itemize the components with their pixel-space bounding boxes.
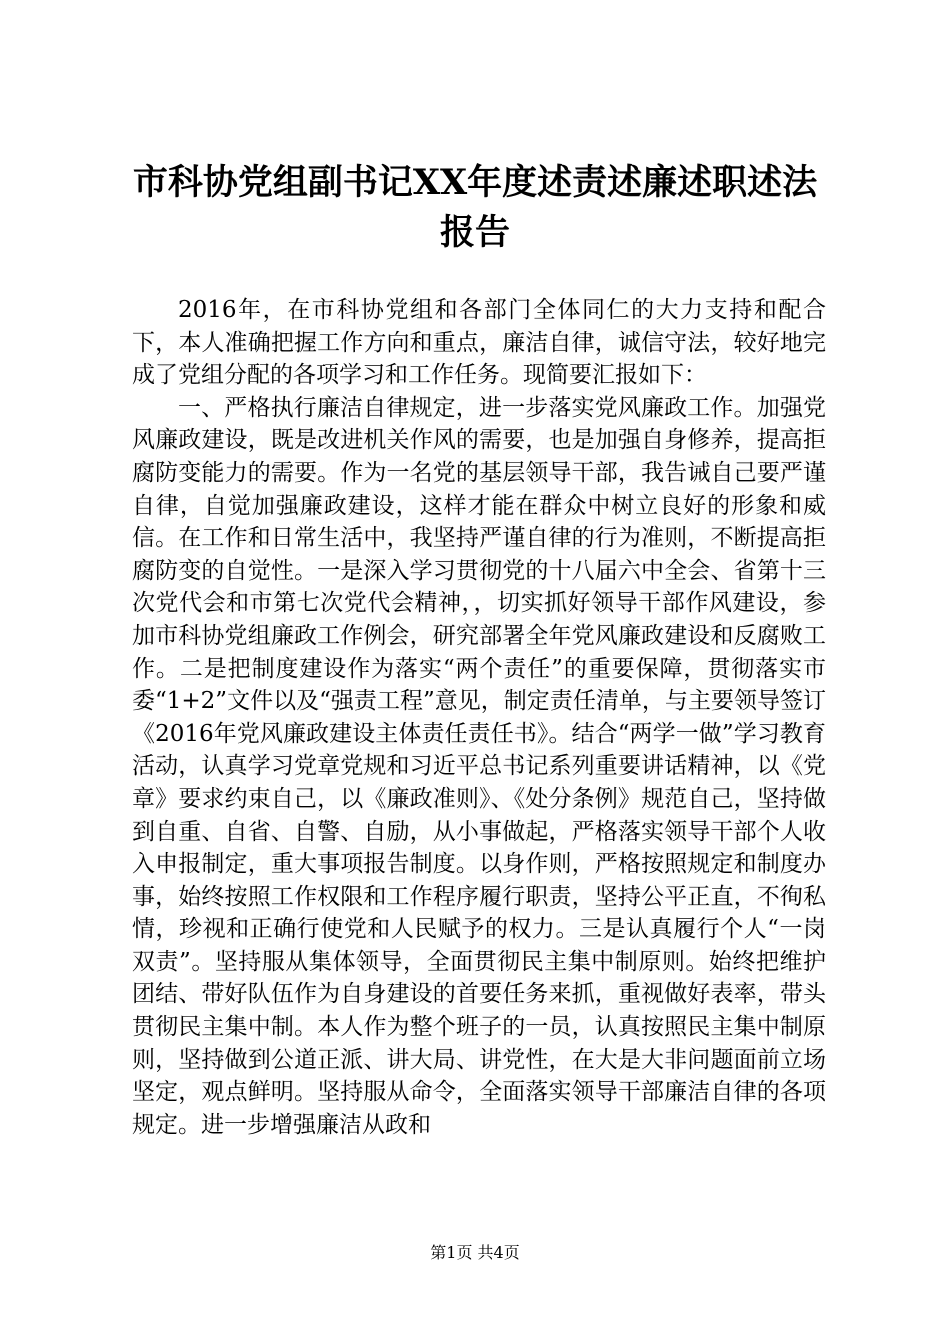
document-body	[132, 294, 826, 1141]
page-number-footer: 第1页 共4页	[430, 1243, 520, 1262]
paragraph-section-one: 一、严格执行廉洁自律规定，进一步落实党风廉政工作。加强党风廉政建设，既是改进机关作风的需要，也是加强自身修养，提高拒腐防变能力的需要。作为一名党的基层领导干部，我告诫自己要严谨自律，自觉加强廉政建设，这样才能在群众中树立良好的形象和威信。在工作和日常生活中，我坚持严谨自律的行为准则，不断提高拒腐防变的自觉性。一是深入学习贯彻党的十八届六中全会、省第十三次党代会和市第七次党代会精神，，切实抓好领导干部作风建设，参加市科协党组廉政工作例会，研究部署全年党风廉政建设和反腐败工作。二是把制度建设作为落实“两个责任”的重要保障，贯彻落实市委“1+2”文件以及“强责工程”意见，制定责任清单，与主要领导签订《2016年党风廉政建设主体责任责任书》。结合“两学一做”学习教育活动，认真学习党章党规和习近平总书记系列重要讲话精神，以《党章》要求约束自己，以《廉政准则》、《处分条例》规范自己，坚持做到自重、自省、自警、自励，从小事做起，严格落实领导干部个人收入申报制定，重大事项报告制度。以身作则，严格按照规定和制度办事，始终按照工作权限和工作程序履行职责，坚持公平正直，不徇私情，珍视和正确行使党和人民赋予的权力。三是认真履行个人“一岗双责”。坚持服从集体领导，全面贯彻民主集中制原则。始终把维护团结、带好队伍作为自身建设的首要任务来抓，重视做好表率，带头贯彻民主集中制。本人作为整个班子的一员，认真按照民主集中制原则，坚持做到公道正派、讲大局、讲党性，在大是大非问题面前立场坚定，观点鲜明。坚持服从命令，全面落实领导干部廉洁自律的各项规定。进一步增强廉洁从政和	[132, 394, 826, 1138]
paragraph-intro: 2016年，在市科协党组和各部门全体同仁的大力支持和配合下，本人准确把握工作方向和重点，廉洁自律，诚信守法，较好地完成了党组分配的各项学习和工作任务。现简要汇报如下：	[132, 297, 826, 389]
document-title	[100, 158, 850, 258]
title-line-1: 市科协党组副书记XX年度述责述廉述职述法	[132, 162, 818, 203]
title-line-2: 报告	[439, 212, 510, 253]
